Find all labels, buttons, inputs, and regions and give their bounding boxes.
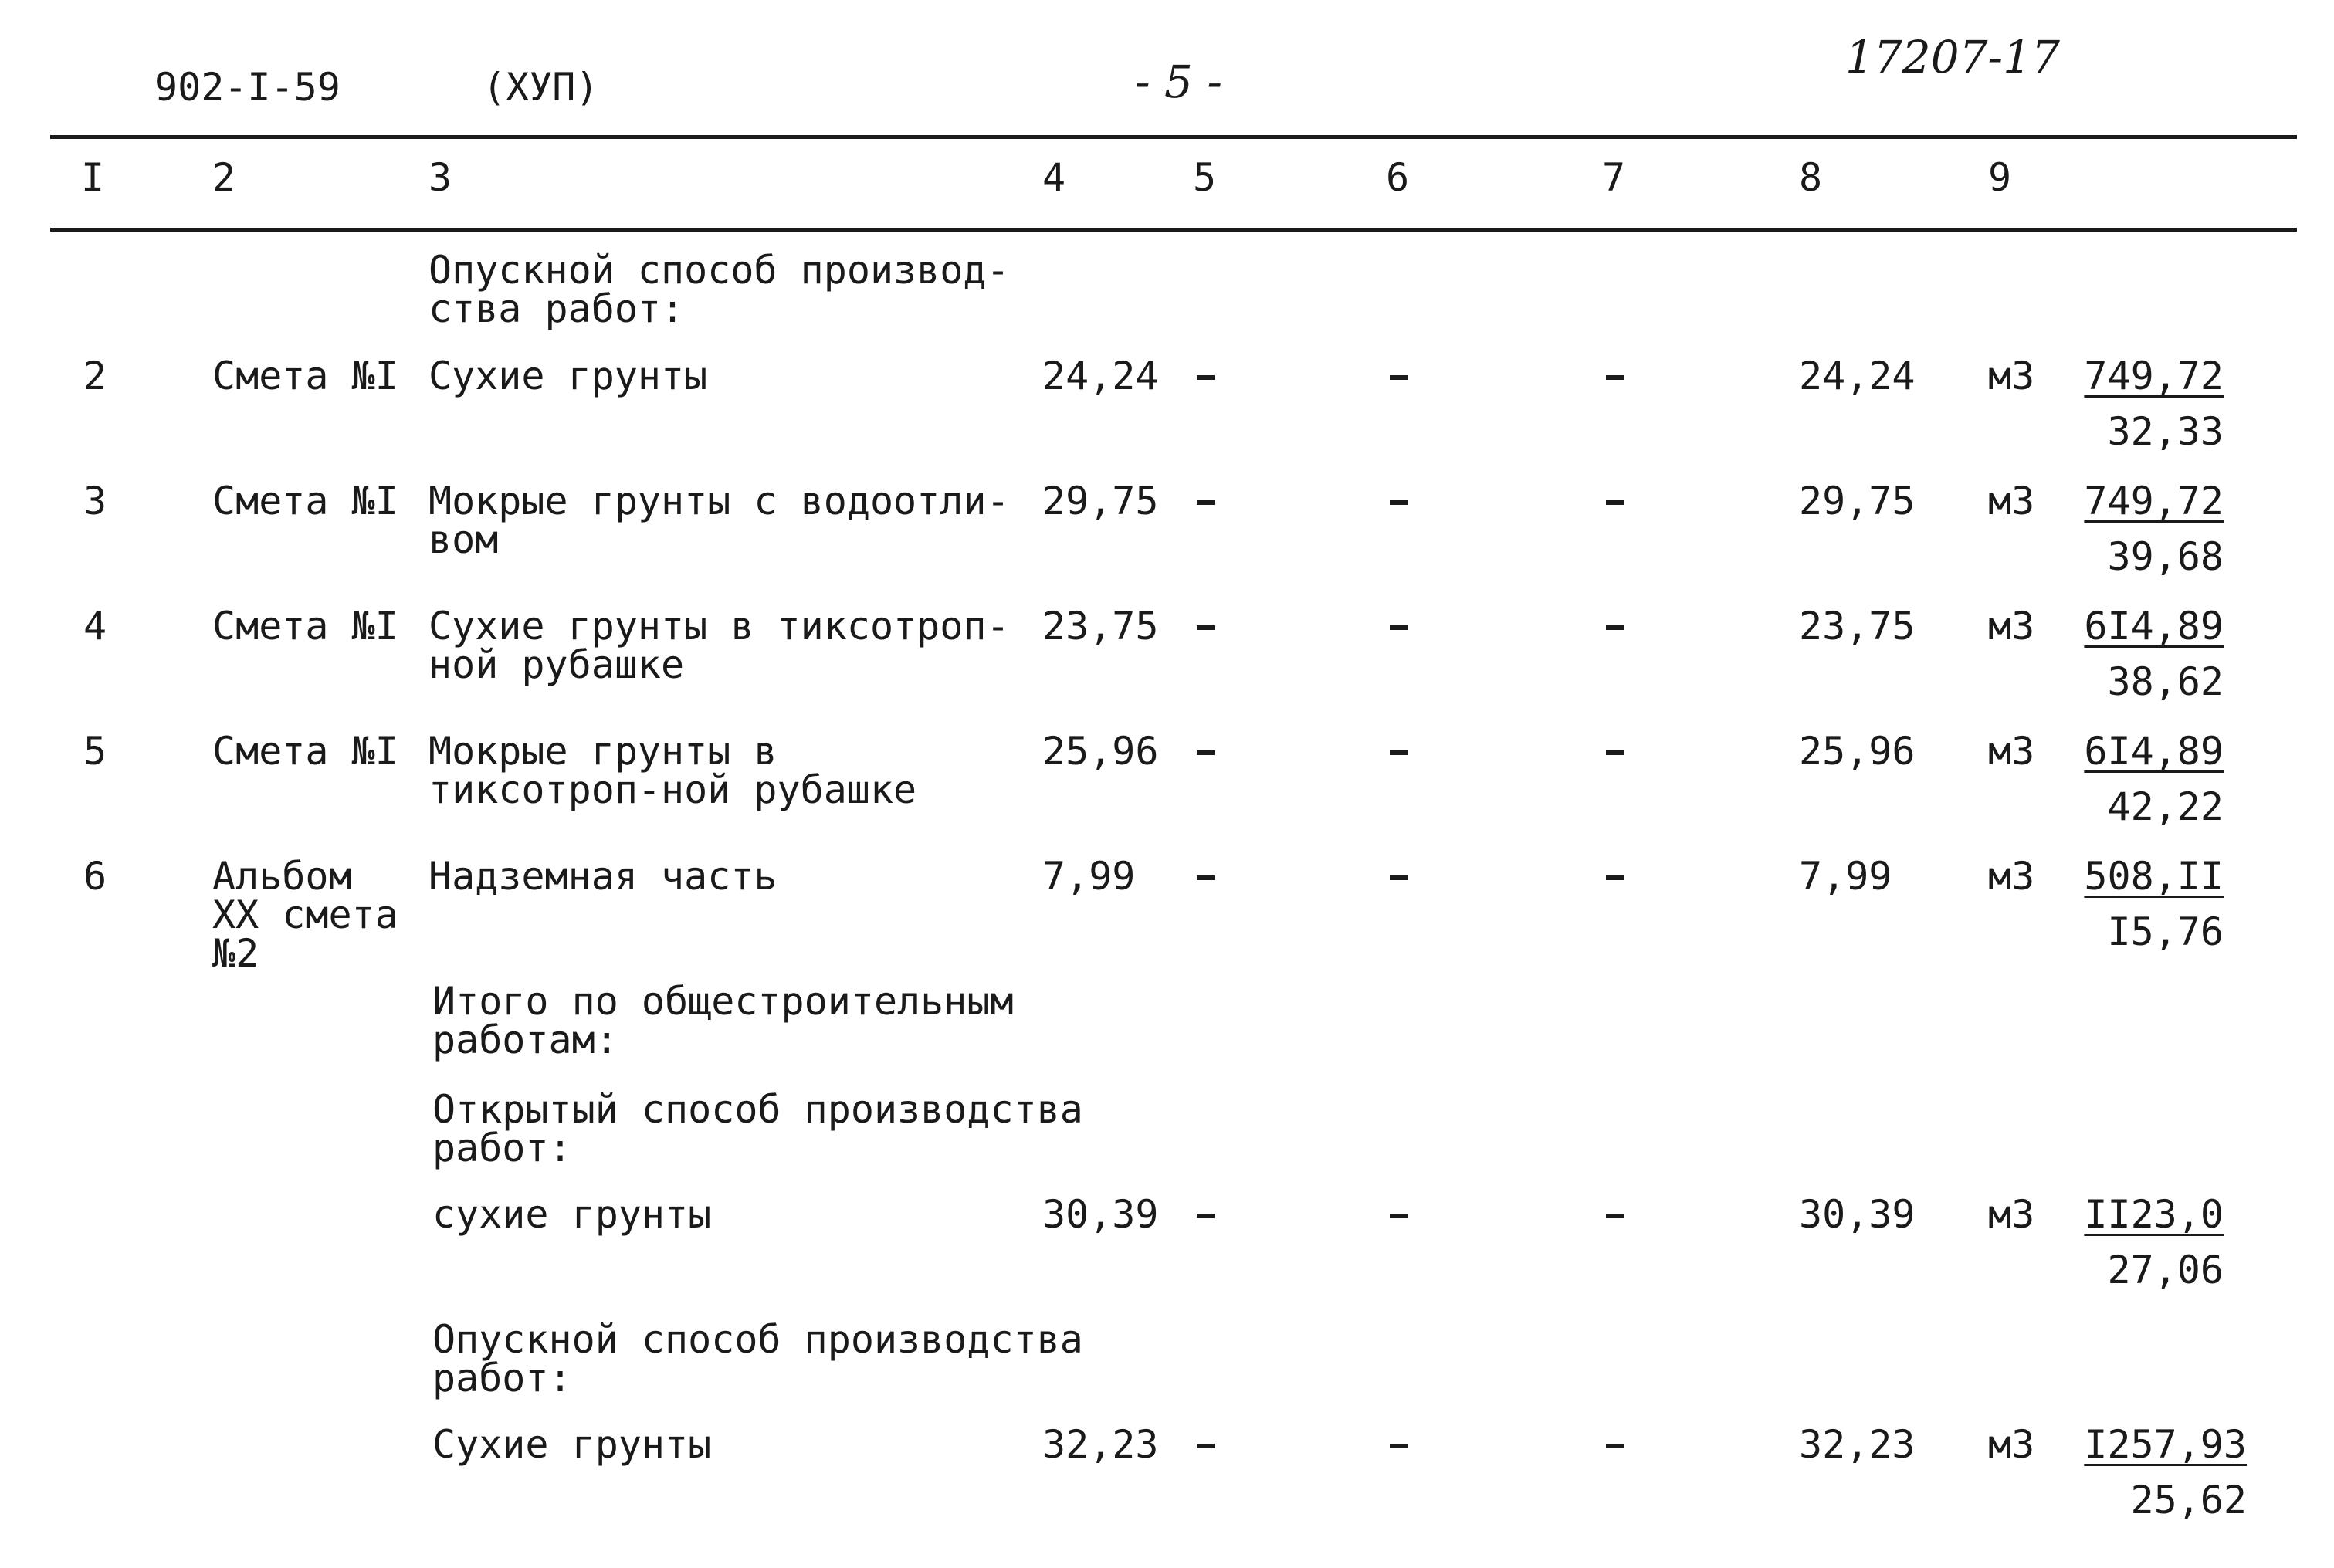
row-col6: [1390, 1444, 1408, 1448]
row-col4: 25,96: [1042, 729, 1159, 774]
cost-numerator: 6I4,89: [2084, 604, 2224, 649]
page-number: - 5 -: [1135, 56, 1222, 108]
row-reference: Смета №I: [212, 604, 398, 649]
cost-numerator: 6I4,89: [2084, 729, 2224, 774]
section-heading: Опускной способ производства работ:: [432, 1317, 1083, 1400]
cost-numerator: 749,72: [2084, 479, 2224, 523]
row-col5: [1197, 625, 1215, 630]
row-col7: [1606, 375, 1624, 380]
cost-numerator: 508,II: [2084, 854, 2224, 899]
row-col4: 32,23: [1042, 1422, 1159, 1467]
row-name: Мокрые грунты с водоотли-вом: [429, 479, 1010, 562]
row-name: Сухие грунты: [432, 1422, 712, 1467]
document-code: 902-I-59: [154, 65, 340, 110]
row-cost-fraction: [2023, 1192, 2224, 1292]
row-col7: [1606, 625, 1624, 630]
row-col6: [1390, 625, 1408, 630]
archive-number: 17207-17: [1845, 31, 2060, 83]
row-col5: [1197, 750, 1215, 755]
column-header: 9: [1988, 155, 2012, 200]
header-rule: [50, 228, 2297, 232]
row-reference: Смета №I: [212, 354, 398, 398]
row-col8: 25,96: [1799, 729, 1916, 774]
series-code: (ХУП): [483, 65, 599, 110]
row-number: 3: [83, 479, 107, 523]
row-unit: м3: [1988, 1422, 2035, 1467]
cost-numerator: I257,93: [2084, 1422, 2247, 1467]
row-col6: [1390, 1214, 1408, 1218]
row-col7: [1606, 1214, 1624, 1218]
column-header: 8: [1799, 155, 1823, 200]
top-rule: [50, 135, 2297, 139]
row-unit: м3: [1988, 729, 2035, 774]
row-name: Сухие грунты в тиксотроп-ной рубашке: [429, 604, 1010, 687]
row-col8: 7,99: [1799, 854, 1892, 899]
row-col5: [1197, 375, 1215, 380]
row-col4: 29,75: [1042, 479, 1159, 523]
row-number: 4: [83, 604, 107, 649]
row-col8: 23,75: [1799, 604, 1916, 649]
row-col8: 29,75: [1799, 479, 1916, 523]
column-header: 7: [1602, 155, 1626, 200]
section-heading: Открытый способ производства работ:: [432, 1087, 1083, 1170]
cost-denominator: 25,62: [2130, 1478, 2247, 1522]
row-col5: [1197, 500, 1215, 505]
row-col4: 24,24: [1042, 354, 1159, 398]
row-col7: [1606, 750, 1624, 755]
row-number: 6: [83, 854, 107, 899]
section-heading: Опускной способ производ-ства работ:: [429, 248, 1010, 331]
row-col6: [1390, 750, 1408, 755]
row-cost-fraction: [2023, 354, 2224, 454]
row-col4: 23,75: [1042, 604, 1159, 649]
row-cost-fraction: [2046, 1422, 2247, 1522]
row-col5: [1197, 1214, 1215, 1218]
column-header: I: [81, 155, 105, 200]
column-header: 3: [429, 155, 452, 200]
row-col5: [1197, 1444, 1215, 1448]
row-col4: 7,99: [1042, 854, 1136, 899]
row-col6: [1390, 375, 1408, 380]
row-cost-fraction: [2023, 479, 2224, 579]
column-header: 6: [1386, 155, 1410, 200]
row-reference: Альбом XX смета №2: [212, 854, 398, 976]
row-unit: м3: [1988, 479, 2035, 523]
column-header: 5: [1193, 155, 1217, 200]
row-col6: [1390, 500, 1408, 505]
cost-numerator: II23,0: [2084, 1192, 2224, 1237]
row-col8: 30,39: [1799, 1192, 1916, 1237]
row-cost-fraction: [2023, 604, 2224, 704]
row-number: 5: [83, 729, 107, 774]
cost-denominator: 27,06: [2107, 1248, 2224, 1292]
row-unit: м3: [1988, 604, 2035, 649]
cost-denominator: 39,68: [2107, 534, 2224, 579]
row-name: Надземная часть: [429, 854, 777, 899]
row-name: сухие грунты: [432, 1192, 712, 1237]
cost-denominator: I5,76: [2107, 909, 2224, 954]
row-name: Сухие грунты: [429, 354, 708, 398]
cost-numerator: 749,72: [2084, 354, 2224, 398]
row-cost-fraction: [2023, 854, 2224, 954]
section-heading: Итого по общестроительным работам:: [432, 979, 1014, 1062]
row-number: 2: [83, 354, 107, 398]
row-unit: м3: [1988, 854, 2035, 899]
row-col7: [1606, 1444, 1624, 1448]
row-reference: Смета №I: [212, 729, 398, 774]
row-unit: м3: [1988, 1192, 2035, 1237]
cost-denominator: 38,62: [2107, 659, 2224, 704]
row-col8: 24,24: [1799, 354, 1916, 398]
column-header: 2: [212, 155, 236, 200]
row-col7: [1606, 875, 1624, 880]
row-reference: Смета №I: [212, 479, 398, 523]
cost-denominator: 42,22: [2107, 784, 2224, 829]
row-col8: 32,23: [1799, 1422, 1916, 1467]
row-col7: [1606, 500, 1624, 505]
cost-denominator: 32,33: [2107, 409, 2224, 454]
column-header: 4: [1042, 155, 1066, 200]
row-col4: 30,39: [1042, 1192, 1159, 1237]
row-unit: м3: [1988, 354, 2035, 398]
row-col6: [1390, 875, 1408, 880]
row-cost-fraction: [2023, 729, 2224, 829]
row-name: Мокрые грунты в тиксотроп-ной рубашке: [429, 729, 917, 812]
row-col5: [1197, 875, 1215, 880]
